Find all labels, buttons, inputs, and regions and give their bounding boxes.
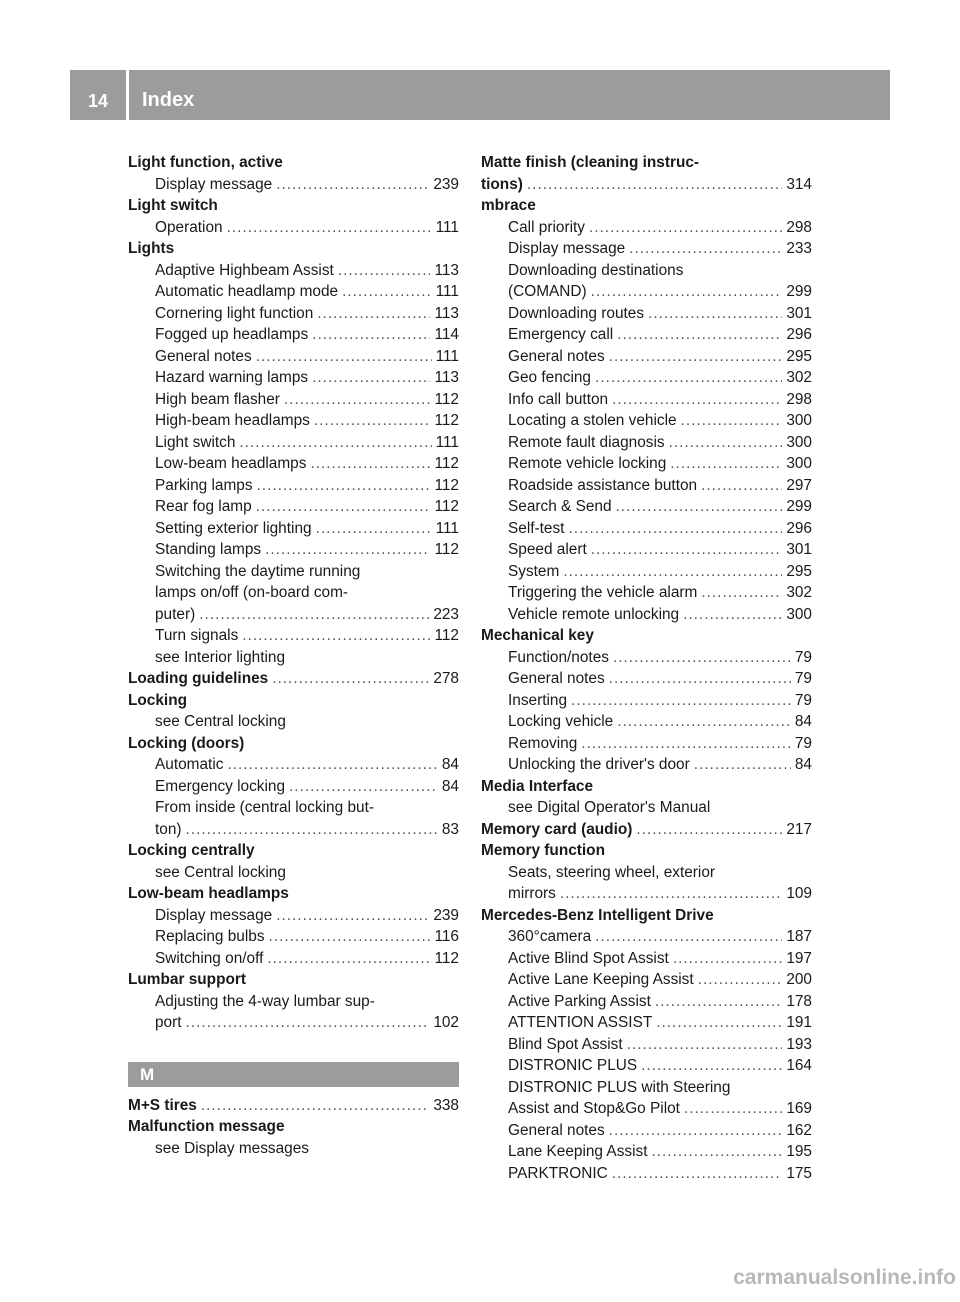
dot-leader xyxy=(655,991,782,1013)
index-entry xyxy=(128,926,459,948)
index-subtext: see Central locking xyxy=(155,713,286,730)
index-entry xyxy=(481,432,812,454)
index-subtext: see Digital Operator's Manual xyxy=(508,799,711,816)
page-reference[interactable]: 113 xyxy=(434,369,459,386)
page-reference[interactable]: 301 xyxy=(786,541,812,558)
dot-leader xyxy=(595,367,782,389)
entry-label: Emergency locking xyxy=(155,777,286,795)
page-reference[interactable]: 175 xyxy=(786,1164,812,1182)
entry-label: Operation xyxy=(155,218,223,236)
entry-label: Unlocking the driver's door xyxy=(508,756,690,773)
entry-label: 360°camera xyxy=(508,928,592,945)
entry-label: Roadside assistance button xyxy=(508,476,698,494)
page-reference[interactable]: 113 xyxy=(434,304,459,322)
index-entry xyxy=(128,539,459,561)
index-entry xyxy=(481,883,812,905)
index-entry xyxy=(128,174,459,196)
dot-leader xyxy=(338,260,431,282)
entry-label: Removing xyxy=(508,734,578,752)
page-reference[interactable]: 187 xyxy=(786,928,812,945)
page-reference[interactable]: 84 xyxy=(794,756,812,773)
entry-label: Active Lane Keeping Assist xyxy=(508,971,694,988)
dot-leader xyxy=(701,475,782,497)
entry-label: Loading guidelines xyxy=(128,670,269,687)
index-entry xyxy=(128,432,459,454)
dot-leader xyxy=(609,668,791,690)
page-reference[interactable]: 83 xyxy=(441,820,459,838)
index-subtext: DISTRONIC PLUS with Steering xyxy=(508,1078,731,1096)
dot-leader xyxy=(617,711,791,733)
dot-leader xyxy=(289,776,438,798)
page-reference[interactable]: 112 xyxy=(434,412,459,429)
index-subtext: Switching the daytime running xyxy=(155,562,361,580)
index-entry xyxy=(481,303,812,325)
entry-label: Light switch xyxy=(155,433,236,451)
index-entry xyxy=(481,496,812,518)
entry-label: Switching on/off xyxy=(155,949,264,967)
index-subtext: see Central locking xyxy=(155,863,286,881)
dot-leader xyxy=(316,518,432,540)
index-entry xyxy=(481,668,812,690)
page-reference[interactable]: 79 xyxy=(794,648,812,666)
dot-leader xyxy=(227,217,432,239)
dot-leader xyxy=(656,1012,782,1034)
dot-leader xyxy=(636,819,782,841)
dot-leader xyxy=(591,281,783,303)
entry-label: Turn signals xyxy=(155,627,239,644)
entry-label: Active Blind Spot Assist xyxy=(508,949,669,967)
entry-label: Lane Keeping Assist xyxy=(508,1143,648,1160)
index-entry xyxy=(481,238,812,260)
entry-label: Adaptive Highbeam Assist xyxy=(155,261,334,279)
index-entry xyxy=(128,496,459,518)
page-reference[interactable]: 300 xyxy=(786,433,812,451)
page-reference[interactable]: 112 xyxy=(434,627,459,644)
page-reference[interactable]: 301 xyxy=(786,304,812,322)
page-number: 14 xyxy=(87,91,109,111)
page-reference[interactable]: 239 xyxy=(433,175,459,193)
index-entry xyxy=(128,1012,459,1034)
dot-leader xyxy=(673,948,782,970)
dot-leader xyxy=(186,819,438,841)
entry-label: puter) xyxy=(155,605,196,623)
page-reference[interactable]: 197 xyxy=(786,949,812,967)
index-entry xyxy=(481,453,812,475)
page-reference[interactable]: 217 xyxy=(786,820,812,838)
index-heading: Memory function xyxy=(481,842,605,859)
index-heading: mbrace xyxy=(481,197,536,214)
watermark: carmanualsonline.info xyxy=(733,1266,956,1289)
index-list-left-bottom xyxy=(128,1095,459,1160)
entry-label: Remote fault diagnosis xyxy=(508,433,665,451)
entry-label: Display message xyxy=(155,906,273,924)
entry-label: Hazard warning lamps xyxy=(155,369,309,386)
dot-leader xyxy=(609,346,783,368)
page-reference[interactable]: 111 xyxy=(435,218,459,236)
page-reference[interactable]: 300 xyxy=(786,605,812,623)
entry-label: Function/notes xyxy=(508,648,609,666)
entry-label: Display message xyxy=(508,240,626,257)
index-entry xyxy=(481,948,812,970)
entry-label: Fogged up headlamps xyxy=(155,326,309,343)
page-reference[interactable]: 314 xyxy=(786,175,812,193)
page-reference[interactable]: 299 xyxy=(786,283,812,300)
dot-leader xyxy=(276,174,429,196)
entry-label: Remote vehicle locking xyxy=(508,455,667,472)
dot-leader xyxy=(265,539,430,561)
index-entry xyxy=(481,711,812,733)
dot-leader xyxy=(694,754,791,776)
page-reference[interactable]: 109 xyxy=(786,885,812,902)
entry-label: Info call button xyxy=(508,390,609,408)
index-list-right xyxy=(481,152,812,1184)
page-reference[interactable]: 113 xyxy=(434,261,459,279)
entry-label: General notes xyxy=(155,347,252,365)
dot-leader xyxy=(669,432,783,454)
page-reference[interactable]: 84 xyxy=(794,713,812,730)
entry-label: Triggering the vehicle alarm xyxy=(508,584,698,601)
entry-label: General notes xyxy=(508,1121,605,1139)
entry-label: Geo fencing xyxy=(508,369,591,386)
page-reference[interactable]: 193 xyxy=(786,1035,812,1053)
entry-label: ton) xyxy=(155,820,182,838)
index-entry xyxy=(481,1034,812,1056)
dot-leader xyxy=(613,647,791,669)
index-entry xyxy=(128,776,459,798)
index-column-left xyxy=(128,152,459,1159)
index-entry xyxy=(481,926,812,948)
dot-leader xyxy=(591,539,783,561)
index-entry xyxy=(481,733,812,755)
dot-leader xyxy=(616,496,783,518)
entry-label: High-beam headlamps xyxy=(155,412,310,429)
dot-leader xyxy=(269,926,431,948)
entry-label: Rear fog lamp xyxy=(155,498,252,515)
dot-leader xyxy=(342,281,432,303)
index-entry xyxy=(481,690,812,712)
index-entry xyxy=(128,260,459,282)
page-reference[interactable]: 300 xyxy=(786,455,812,472)
dot-leader xyxy=(201,1095,429,1117)
index-entry xyxy=(481,604,812,626)
dot-leader xyxy=(563,561,782,583)
page-reference[interactable]: 300 xyxy=(786,412,812,429)
header-divider xyxy=(126,70,129,120)
index-entry xyxy=(128,475,459,497)
index-entry xyxy=(128,604,459,626)
dot-leader xyxy=(684,1098,782,1120)
index-heading: Light switch xyxy=(128,197,218,214)
page-reference[interactable]: 162 xyxy=(786,1121,812,1139)
index-heading: Lights xyxy=(128,240,175,257)
index-heading: Matte finish (cleaning instruc- xyxy=(481,154,700,171)
index-entry xyxy=(128,346,459,368)
entry-label: Setting exterior lighting xyxy=(155,519,312,537)
entry-label: Assist and Stop&Go Pilot xyxy=(508,1100,680,1117)
index-heading-entry xyxy=(128,1095,459,1117)
entry-label: ATTENTION ASSIST xyxy=(508,1014,653,1031)
page-reference[interactable]: 111 xyxy=(435,519,459,537)
index-entry xyxy=(481,389,812,411)
dot-leader xyxy=(284,389,431,411)
entry-label: System xyxy=(508,562,560,580)
page-reference[interactable]: 111 xyxy=(435,347,459,365)
page-reference[interactable]: 112 xyxy=(434,498,459,515)
index-entry xyxy=(481,367,812,389)
index-heading: Locking centrally xyxy=(128,842,255,859)
entry-label: Parking lamps xyxy=(155,476,253,494)
dot-leader xyxy=(568,518,782,540)
page-reference[interactable]: 338 xyxy=(433,1096,459,1114)
entry-label: Emergency call xyxy=(508,326,614,343)
index-entry xyxy=(128,410,459,432)
dot-leader xyxy=(683,604,782,626)
index-subtext: lamps on/off (on-board com- xyxy=(155,584,349,601)
index-entry xyxy=(128,453,459,475)
page-reference[interactable]: 296 xyxy=(786,519,812,537)
index-subtext: Seats, steering wheel, exterior xyxy=(508,863,716,881)
index-entry xyxy=(128,905,459,927)
page-reference[interactable]: 79 xyxy=(794,734,812,752)
index-entry xyxy=(128,367,459,389)
page-reference[interactable]: 278 xyxy=(433,670,459,687)
entry-label: Automatic headlamp mode xyxy=(155,283,339,300)
dot-leader xyxy=(595,926,782,948)
index-heading: Locking (doors) xyxy=(128,734,245,752)
entry-label: Locating a stolen vehicle xyxy=(508,412,677,429)
page-reference[interactable]: 114 xyxy=(434,326,459,343)
entry-label: DISTRONIC PLUS xyxy=(508,1057,638,1074)
dot-leader xyxy=(560,883,782,905)
entry-label: General notes xyxy=(508,347,605,365)
index-entry xyxy=(128,389,459,411)
index-heading: Lumbar support xyxy=(128,971,246,988)
index-entry xyxy=(481,1012,812,1034)
entry-label: General notes xyxy=(508,670,605,687)
page-reference[interactable]: 84 xyxy=(441,756,459,773)
page-reference[interactable]: 111 xyxy=(435,433,459,451)
dot-leader xyxy=(609,1120,783,1142)
entry-label: PARKTRONIC xyxy=(508,1164,608,1182)
index-heading-entry xyxy=(481,174,812,196)
index-entry xyxy=(481,1055,812,1077)
index-entry xyxy=(128,324,459,346)
dot-leader xyxy=(199,604,429,626)
index-entry xyxy=(481,754,812,776)
page-reference[interactable]: 200 xyxy=(786,971,812,988)
page-reference[interactable]: 164 xyxy=(786,1057,812,1074)
index-entry xyxy=(128,625,459,647)
dot-leader xyxy=(648,303,782,325)
index-entry xyxy=(481,1141,812,1163)
dot-leader xyxy=(256,346,432,368)
page-reference[interactable]: 112 xyxy=(434,949,459,967)
page-reference[interactable]: 223 xyxy=(433,605,459,623)
index-subtext: Adjusting the 4-way lumbar sup- xyxy=(155,992,375,1010)
index-entry xyxy=(481,582,812,604)
page-reference[interactable]: 102 xyxy=(433,1014,459,1031)
index-entry xyxy=(481,1163,812,1185)
page-reference[interactable]: 195 xyxy=(786,1143,812,1160)
index-entry xyxy=(481,539,812,561)
entry-label: tions) xyxy=(481,175,523,193)
dot-leader xyxy=(589,217,782,239)
dot-leader xyxy=(310,453,430,475)
page-reference[interactable]: 116 xyxy=(434,928,459,945)
section-header-m: M xyxy=(128,1062,459,1087)
dot-leader xyxy=(257,475,431,497)
entry-label: Standing lamps xyxy=(155,541,262,558)
page-reference[interactable]: 112 xyxy=(434,390,459,408)
dot-leader xyxy=(267,948,430,970)
index-entry xyxy=(481,969,812,991)
index-heading: Media Interface xyxy=(481,777,594,795)
entry-label: port xyxy=(155,1014,182,1031)
entry-label: High beam flasher xyxy=(155,390,280,408)
page-reference[interactable]: 298 xyxy=(786,390,812,408)
entry-label: Call priority xyxy=(508,218,585,236)
index-subtext: see Interior lighting xyxy=(155,648,286,666)
entry-label: Replacing bulbs xyxy=(155,928,265,945)
page-reference[interactable]: 295 xyxy=(786,562,812,580)
entry-label: Blind Spot Assist xyxy=(508,1035,623,1053)
dot-leader xyxy=(629,238,782,260)
page-reference[interactable]: 295 xyxy=(786,347,812,365)
dot-leader xyxy=(272,668,429,690)
index-entry xyxy=(481,410,812,432)
dot-leader xyxy=(617,324,782,346)
index-entry xyxy=(128,303,459,325)
index-entry xyxy=(481,561,812,583)
dot-leader xyxy=(627,1034,783,1056)
page-reference[interactable]: 298 xyxy=(786,218,812,236)
index-entry xyxy=(128,281,459,303)
index-heading: Low-beam headlamps xyxy=(128,885,289,902)
index-heading: Malfunction message xyxy=(128,1118,285,1135)
index-entry xyxy=(481,217,812,239)
entry-label: Self-test xyxy=(508,519,565,537)
dot-leader xyxy=(527,174,782,196)
index-list-left-top xyxy=(128,152,459,1034)
entry-label: Speed alert xyxy=(508,541,587,558)
index-entry xyxy=(481,647,812,669)
page-reference[interactable]: 302 xyxy=(786,369,812,386)
page-reference[interactable]: 79 xyxy=(794,691,812,709)
entry-label: Vehicle remote unlocking xyxy=(508,605,680,623)
entry-label: Locking vehicle xyxy=(508,713,614,730)
entry-label: Automatic xyxy=(155,756,224,773)
index-entry xyxy=(128,518,459,540)
dot-leader xyxy=(312,324,430,346)
entry-label: (COMAND) xyxy=(508,283,587,300)
entry-label: Search & Send xyxy=(508,498,612,515)
index-entry xyxy=(481,324,812,346)
page-reference[interactable]: 84 xyxy=(441,777,459,795)
page-reference[interactable]: 178 xyxy=(786,992,812,1010)
entry-label: Downloading routes xyxy=(508,304,645,322)
entry-label: Memory card (audio) xyxy=(481,820,633,838)
dot-leader xyxy=(571,690,791,712)
page-reference[interactable]: 299 xyxy=(786,498,812,515)
page-reference[interactable]: 233 xyxy=(786,240,812,257)
index-subtext: Downloading destinations xyxy=(508,261,684,279)
index-entry xyxy=(481,1120,812,1142)
dot-leader xyxy=(681,410,783,432)
entry-label: Active Parking Assist xyxy=(508,992,651,1010)
index-heading: Mechanical key xyxy=(481,627,594,644)
dot-leader xyxy=(186,1012,430,1034)
dot-leader xyxy=(612,389,782,411)
index-entry xyxy=(481,281,812,303)
page-reference[interactable]: 79 xyxy=(794,670,812,687)
dot-leader xyxy=(670,453,782,475)
entry-label: Low-beam headlamps xyxy=(155,455,307,472)
entry-label: Cornering light function xyxy=(155,304,314,322)
dot-leader xyxy=(581,733,791,755)
dot-leader xyxy=(312,367,430,389)
dot-leader xyxy=(227,754,437,776)
index-entry xyxy=(481,1098,812,1120)
index-entry xyxy=(128,819,459,841)
index-entry xyxy=(481,475,812,497)
index-entry xyxy=(481,991,812,1013)
dot-leader xyxy=(701,582,782,604)
dot-leader xyxy=(317,303,430,325)
entry-label: mirrors xyxy=(508,885,556,902)
page-reference[interactable]: 169 xyxy=(786,1100,812,1117)
dot-leader xyxy=(641,1055,782,1077)
page-reference[interactable]: 112 xyxy=(434,541,459,558)
page-reference[interactable]: 297 xyxy=(786,476,812,494)
index-heading: Mercedes-Benz Intelligent Drive xyxy=(481,906,714,924)
page-reference[interactable]: 296 xyxy=(786,326,812,343)
index-column-right xyxy=(481,152,812,1184)
index-heading-entry xyxy=(481,819,812,841)
entry-label: Display message xyxy=(155,175,273,193)
index-heading: Light function, active xyxy=(128,154,283,171)
index-entry xyxy=(481,346,812,368)
index-heading-entry xyxy=(128,668,459,690)
index-subtext: From inside (central locking but- xyxy=(155,799,374,816)
index-entry xyxy=(481,518,812,540)
dot-leader xyxy=(242,625,430,647)
dot-leader xyxy=(651,1141,782,1163)
page-reference[interactable]: 239 xyxy=(433,906,459,924)
index-entry xyxy=(128,754,459,776)
dot-leader xyxy=(239,432,431,454)
dot-leader xyxy=(698,969,783,991)
index-entry xyxy=(128,217,459,239)
page-reference[interactable]: 112 xyxy=(434,476,459,494)
page-reference[interactable]: 191 xyxy=(786,1014,812,1031)
page-reference[interactable]: 111 xyxy=(435,283,459,300)
entry-label: M+S tires xyxy=(128,1096,197,1114)
entry-label: Inserting xyxy=(508,691,568,709)
dot-leader xyxy=(314,410,431,432)
dot-leader xyxy=(256,496,431,518)
index-heading: Locking xyxy=(128,691,187,709)
index-entry xyxy=(128,948,459,970)
dot-leader xyxy=(612,1163,783,1185)
dot-leader xyxy=(276,905,429,927)
index-subtext: see Display messages xyxy=(155,1139,309,1157)
page-reference[interactable]: 112 xyxy=(434,455,459,472)
page-title: Index xyxy=(142,89,195,111)
page-reference[interactable]: 302 xyxy=(786,584,812,601)
